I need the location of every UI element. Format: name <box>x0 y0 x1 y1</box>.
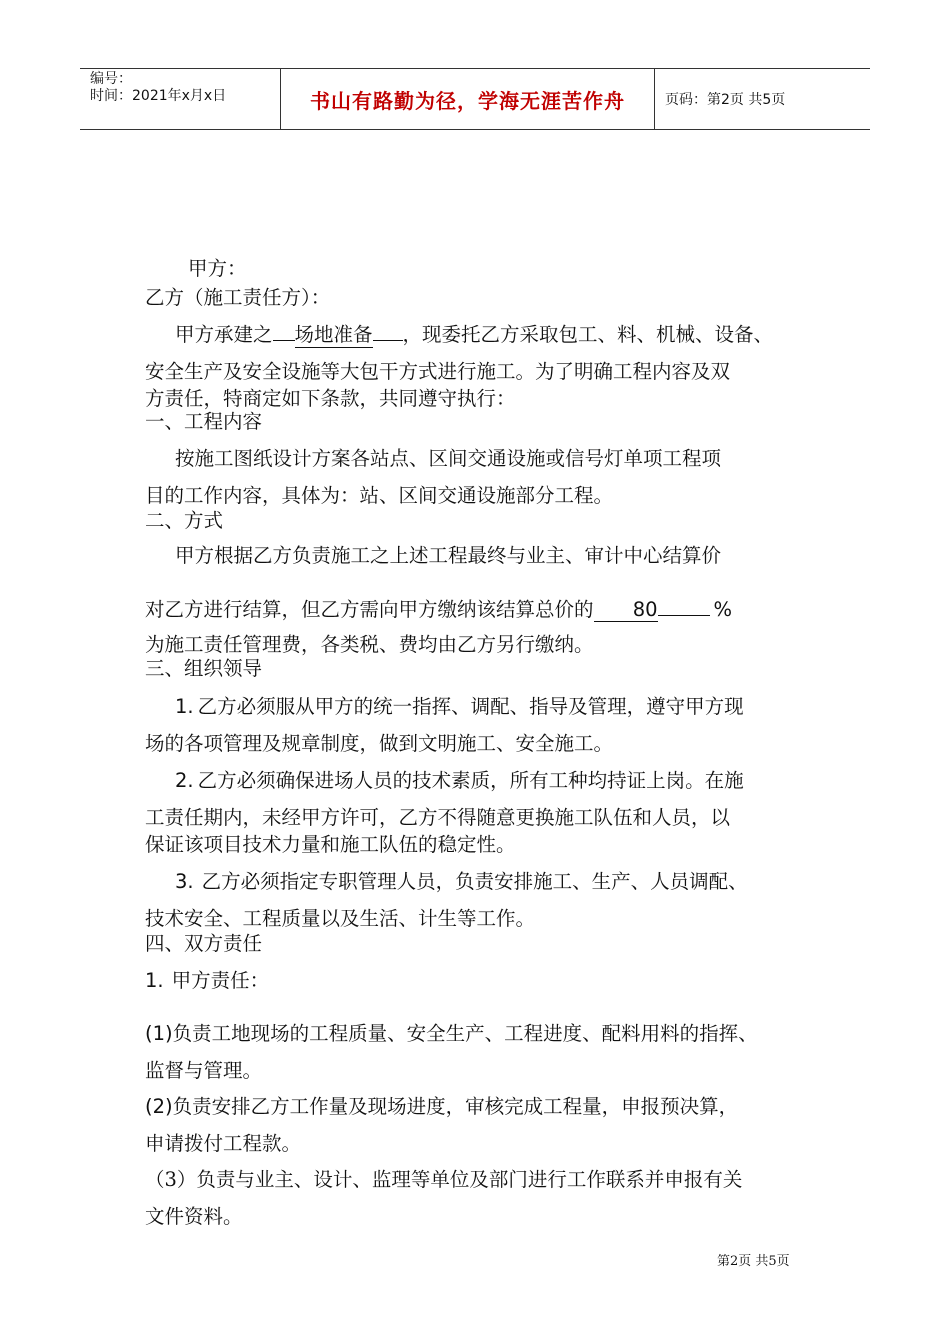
section-4-a2-line-2: 申请拨付工程款。 <box>145 1132 302 1155</box>
item-text: 负责安排乙方工作量及现场进度，审核完成工程量，申报预决算， <box>172 1095 739 1118</box>
section-2-line-3: 为施工责任管理费，各类税、费均由乙方另行缴纳。 <box>145 633 594 656</box>
section-2-text-a: 对乙方进行结算，但乙方需向甲方缴纳该结算总价的 <box>145 598 594 621</box>
section-4-a3-line-2: 文件资料。 <box>145 1205 243 1228</box>
section-1-title: 一、工程内容 <box>145 410 263 433</box>
item-number: 2. <box>175 769 194 792</box>
section-4-a1-line-1 <box>145 1018 758 1046</box>
intro-line-1 <box>175 319 773 348</box>
page-footer: 第2页 共5页 <box>717 1254 790 1269</box>
section-3-item-3-line-2: 技术安全、工程质量以及生活、计生等工作。 <box>145 907 536 930</box>
item-number: 3. <box>175 870 194 893</box>
item-text: 甲方责任： <box>171 969 270 992</box>
section-1-line-2: 目的工作内容，具体为：站、区间交通设施部分工程。 <box>145 484 614 507</box>
party-a-label: 甲方： <box>188 257 247 280</box>
item-number: （3） <box>145 1168 197 1191</box>
intro-text-b: ，现委托乙方采取包工、料、机械、设备、 <box>402 323 774 346</box>
item-text: 负责工地现场的工程质量、安全生产、工程进度、配料用料的指挥、 <box>172 1022 758 1045</box>
doc-number-label: 编号： <box>90 71 132 87</box>
item-text: 乙方必须服从甲方的统一指挥、调配、指导及管理，遵守甲方现 <box>197 695 744 718</box>
section-3-item-3-line-1 <box>175 866 748 894</box>
section-3-item-1-line-1 <box>175 691 744 719</box>
section-2-line-1: 甲方根据乙方负责施工之上述工程最终与业主、审计中心结算价 <box>175 544 722 567</box>
item-number: (2) <box>145 1095 173 1118</box>
item-number: 1. <box>145 969 164 992</box>
section-4-sub-1 <box>145 965 269 993</box>
item-number: (1) <box>145 1022 173 1045</box>
header-meta <box>80 69 281 129</box>
header-page-label: 页码：第2页 共5页 <box>665 92 786 108</box>
section-3-title: 三、组织领导 <box>145 657 263 680</box>
section-4-a3-line-1 <box>145 1164 742 1192</box>
section-4-title: 四、双方责任 <box>145 932 263 955</box>
item-text: 乙方必须指定专职管理人员，负责安排施工、生产、人员调配、 <box>201 870 748 893</box>
section-4-a2-line-1 <box>145 1091 738 1119</box>
percent-sign: % <box>713 598 733 621</box>
item-number: 1. <box>175 695 194 718</box>
doc-time-label: 时间：2021年x月x日 <box>90 88 227 104</box>
intro-blank-field: 场地准备 <box>295 319 373 348</box>
page-header <box>80 68 870 130</box>
intro-text-a: 甲方承建之 <box>175 323 273 346</box>
section-3-item-1-line-2: 场的各项管理及规章制度，做到文明施工、安全施工。 <box>145 732 614 755</box>
item-text: 乙方必须确保进场人员的技术素质，所有工种均持证上岗。在施 <box>197 769 744 792</box>
section-2-line-2 <box>145 594 732 622</box>
section-3-item-2-line-3: 保证该项目技术力量和施工队伍的稳定性。 <box>145 833 516 856</box>
section-2-title: 二、方式 <box>145 509 224 532</box>
section-3-item-2-line-1 <box>175 765 744 793</box>
section-3-item-2-line-2: 工责任期内，未经甲方许可，乙方不得随意更换施工队伍和人员，以 <box>145 806 731 829</box>
party-b-label: 乙方（施工责任方）： <box>145 286 331 309</box>
item-text: 负责与业主、设计、监理等单位及部门进行工作联系并申报有关 <box>196 1168 743 1191</box>
header-motto: 书山有路勤为径，学海无涯苦作舟 <box>281 69 655 129</box>
intro-line-2: 安全生产及安全设施等大包干方式进行施工。为了明确工程内容及双 <box>145 360 731 383</box>
intro-line-3: 方责任，特商定如下条款，共同遵守执行： <box>145 387 516 410</box>
section-4-a1-line-2: 监督与管理。 <box>145 1059 263 1082</box>
section-1-line-1: 按施工图纸设计方案各站点、区间交通设施或信号灯单项工程项 <box>175 447 722 470</box>
management-fee-percent: 80 <box>594 598 658 622</box>
